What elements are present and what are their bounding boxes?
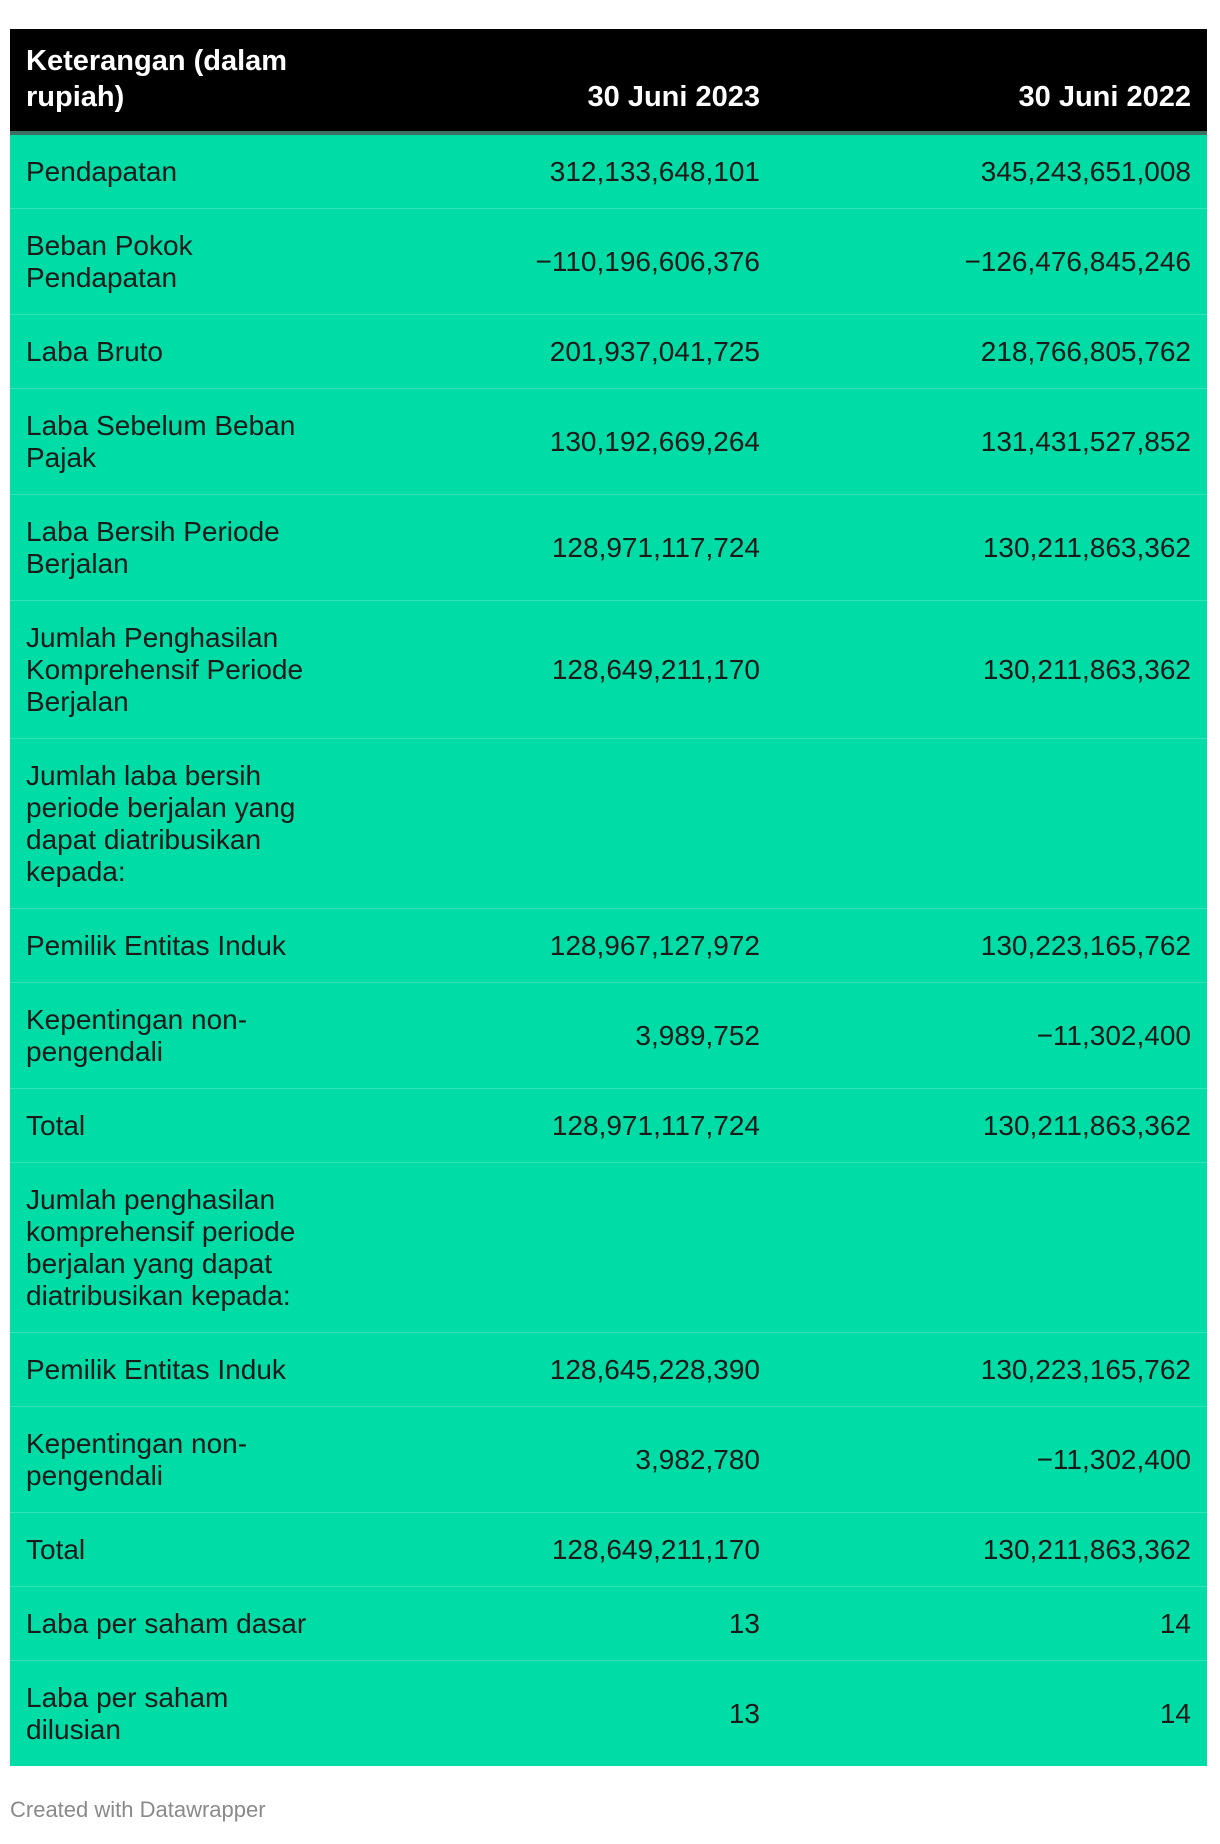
value-2023: 128,971,117,724 <box>370 1089 776 1163</box>
value-2023: 201,937,041,725 <box>370 315 776 389</box>
value-2023: 3,989,752 <box>370 983 776 1089</box>
value-2023: 128,971,117,724 <box>370 495 776 601</box>
value-2023: 312,133,648,101 <box>549 155 760 187</box>
value-2022: 218,766,805,762 <box>776 315 1207 389</box>
datawrapper-credit[interactable]: Created with Datawrapper <box>10 1797 266 1822</box>
value-2022: 130,223,165,762 <box>776 1333 1207 1407</box>
row-label: Laba Bruto <box>10 315 370 389</box>
value-2022: 130,211,863,362 <box>776 495 1207 601</box>
header-2022: 30 Juni 2022 <box>776 29 1207 133</box>
table-row <box>10 1333 1207 1407</box>
value-2023: 128,649,211,170 <box>370 601 776 739</box>
row-label: Pendapatan <box>26 155 178 187</box>
value-2022: −126,476,845,246 <box>776 209 1207 315</box>
value-2022: −11,302,400 <box>776 983 1207 1089</box>
row-label: Jumlah Penghasilan Komprehensif Periode Berjalan <box>10 601 370 739</box>
table-row <box>10 1661 1207 1767</box>
value-2022: 14 <box>776 1661 1207 1767</box>
section-heading-row <box>10 1163 1207 1333</box>
value-2023: 128,967,127,972 <box>370 909 776 983</box>
table-row <box>10 133 1207 209</box>
value-2023: 128,645,228,390 <box>370 1333 776 1407</box>
row-label: Laba Sebelum Beban Pajak <box>10 389 370 495</box>
table-body <box>10 133 1207 1766</box>
table-row <box>10 1587 1207 1661</box>
value-2023: 130,192,669,264 <box>370 389 776 495</box>
header-row <box>10 29 1207 133</box>
table-row <box>10 983 1207 1089</box>
value-2023 <box>370 1163 776 1333</box>
value-2023: 13 <box>370 1587 776 1661</box>
row-label: Jumlah penghasilan komprehensif periode berjalan yang dapat diatribusikan kepada: <box>10 1163 370 1333</box>
row-label: Pemilik Entitas Induk <box>10 1333 370 1407</box>
table-row <box>10 495 1207 601</box>
row-label: Jumlah laba bersih periode berjalan yang dapat diatribusikan kepada: <box>10 739 370 909</box>
row-label: Laba Bersih Periode Berjalan <box>10 495 370 601</box>
row-label: Total <box>10 1513 370 1587</box>
value-2022: 130,211,863,362 <box>776 1089 1207 1163</box>
financial-table-container <box>10 29 1207 1766</box>
row-label: Laba per saham dilusian <box>10 1661 370 1767</box>
table-row <box>10 315 1207 389</box>
table-row <box>10 909 1207 983</box>
row-label: Kepentingan non-pengendali <box>10 983 370 1089</box>
header-2023: 30 Juni 2023 <box>370 29 776 133</box>
row-label: Laba per saham dasar <box>10 1587 370 1661</box>
table-row <box>10 389 1207 495</box>
value-2022: 130,211,863,362 <box>776 601 1207 739</box>
value-2022: 130,211,863,362 <box>776 1513 1207 1587</box>
row-label: Kepentingan non-pengendali <box>10 1407 370 1513</box>
table-row <box>10 601 1207 739</box>
header-description: Keterangan (dalam rupiah) <box>10 29 370 133</box>
section-heading-row <box>10 739 1207 909</box>
value-2022 <box>776 739 1207 909</box>
value-2022: 130,223,165,762 <box>776 909 1207 983</box>
value-2023: −110,196,606,376 <box>370 209 776 315</box>
row-label: Total <box>10 1089 370 1163</box>
table-row <box>10 1407 1207 1513</box>
value-2023: 128,649,211,170 <box>370 1513 776 1587</box>
row-label: Beban Pokok Pendapatan <box>10 209 370 315</box>
value-2022: 131,431,527,852 <box>776 389 1207 495</box>
value-2022 <box>776 1163 1207 1333</box>
value-2022: 345,243,651,008 <box>980 155 1191 187</box>
value-2023 <box>370 739 776 909</box>
value-2023: 3,982,780 <box>370 1407 776 1513</box>
table-row <box>10 1513 1207 1587</box>
table-row <box>10 1089 1207 1163</box>
table-header <box>10 29 1207 133</box>
table-row <box>10 209 1207 315</box>
value-2022: −11,302,400 <box>776 1407 1207 1513</box>
row-label: Pemilik Entitas Induk <box>10 909 370 983</box>
value-2022: 14 <box>776 1587 1207 1661</box>
financial-table <box>10 29 1207 1766</box>
value-2023: 13 <box>370 1661 776 1767</box>
